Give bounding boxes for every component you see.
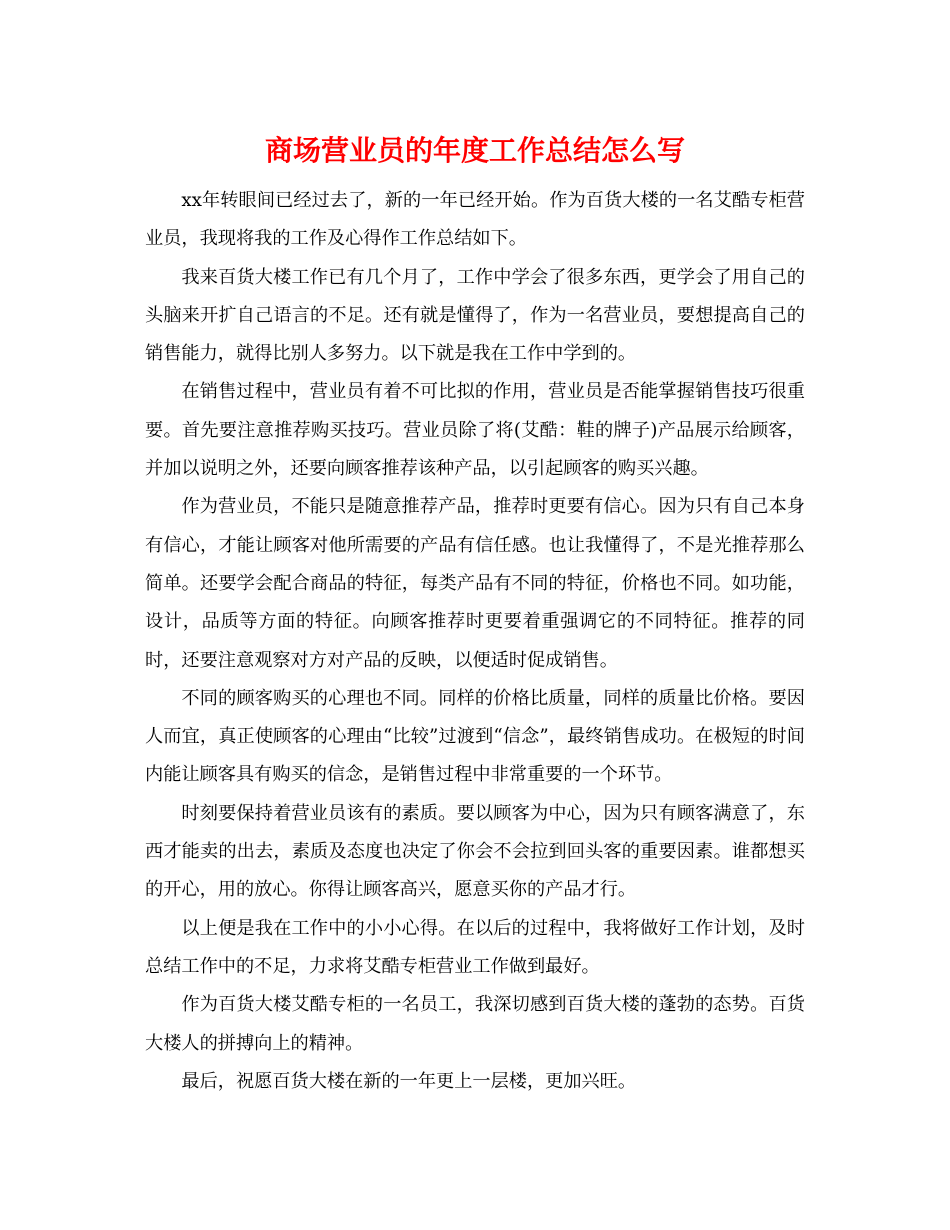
paragraph: 不同的顾客购买的心理也不同。同样的价格比质量，同样的质量比价格。要因人而宜，真正使顾客的心理由“比较”过渡到“信念”，最终销售成功。在极短的时间内能让顾客具有购买的信念，是销售过程中非常重要的一个环节。	[145, 687, 805, 786]
paragraph: 时刻要保持着营业员该有的素质。要以顾客为中心，因为只有顾客满意了，东西才能卖的出去，素质及态度也决定了你会不会拉到回头客的重要因素。谁都想买的开心，用的放心。你得让顾客高兴，愿意买你的产品才行。	[145, 802, 805, 901]
paragraph: 最后，祝愿百货大楼在新的一年更上一层楼，更加兴旺。	[181, 1070, 637, 1092]
paragraph: 在销售过程中，营业员有着不可比拟的作用，营业员是否能掌握销售技巧很重要。首先要注意推荐购买技巧。营业员除了将(艾酷：鞋的牌子)产品展示给顾客，并加以说明之外，还要向顾客推荐该种产品，以引起顾客的购买兴趣。	[145, 381, 805, 480]
paragraph: 作为百货大楼艾酷专柜的一名员工，我深切感到百货大楼的蓬勃的态势。百货大楼人的拼搏向上的精神。	[145, 994, 805, 1054]
paragraph: 作为营业员，不能只是随意推荐产品，推荐时更要有信心。因为只有自己本身有信心，才能让顾客对他所需要的产品有信任感。也让我懂得了，不是光推荐那么简单。还要学会配合商品的特征，每类产品有不同的特征，价格也不同。如功能，设计，品质等方面的特征。向顾客推荐时更要着重强调它的不同特征。推荐的同时，还要注意观察对方对产品的反映，以便适时促成销售。	[145, 496, 805, 671]
paragraph: xx年转眼间已经过去了，新的一年已经开始。作为百货大楼的一名艾酷专柜营业员，我现将我的工作及心得作工作总结如下。	[145, 190, 805, 250]
document-body	[145, 182, 805, 1101]
paragraph: 以上便是我在工作中的小小心得。在以后的过程中，我将做好工作计划，及时总结工作中的不足，力求将艾酷专柜营业工作做到最好。	[145, 917, 805, 977]
paragraph: 我来百货大楼工作已有几个月了，工作中学会了很多东西，更学会了用自己的头脑来开扩自己语言的不足。还有就是懂得了，作为一名营业员，要想提高自己的销售能力，就得比别人多努力。以下就是我在工作中学到的。	[145, 266, 805, 365]
document-title: 商场营业员的年度工作总结怎么写	[264, 134, 685, 167]
